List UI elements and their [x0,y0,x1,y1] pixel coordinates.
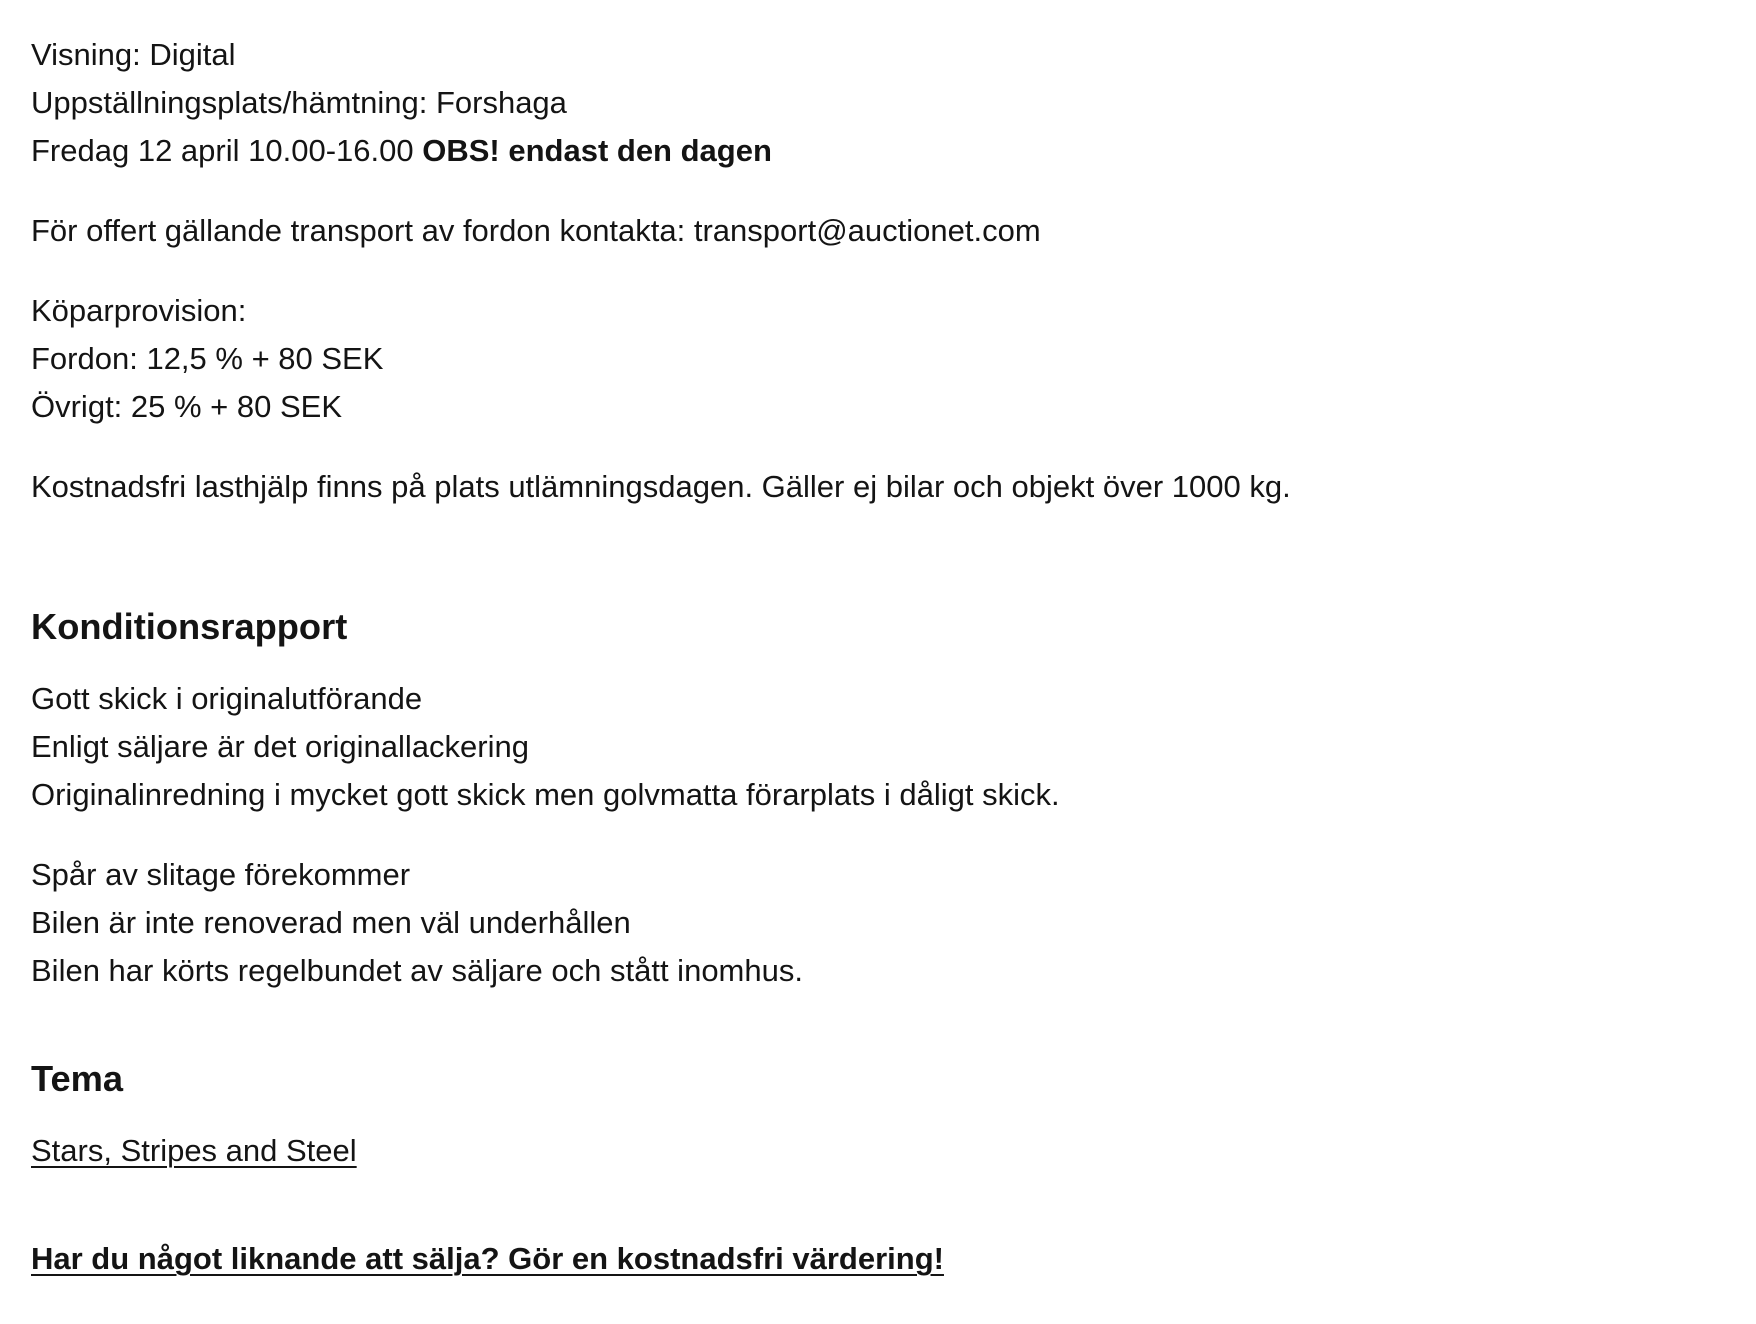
condition-group-1 [31,675,1725,819]
commission-vehicles: Fordon: 12,5 % + 80 SEK [31,341,384,376]
pickup-date-notice: OBS! endast den dagen [422,133,772,168]
pickup-date-text: Fredag 12 april 10.00-16.00 [31,133,414,168]
commission-other: Övrigt: 25 % + 80 SEK [31,389,343,424]
theme-heading: Tema [31,1058,124,1099]
commission-title: Köparprovision: [31,293,247,328]
condition-line: Bilen är inte renoverad men väl underhållen [31,905,631,940]
viewing-text: Visning: Digital [31,37,236,72]
valuation-cta-link[interactable]: Har du något liknande att sälja? Gör en kostnadsfri värdering! [31,1241,944,1276]
condition-heading: Konditionsrapport [31,606,348,647]
theme-link-row [31,1127,1725,1175]
transport-info [31,207,1725,255]
pickup-info [31,31,1725,175]
loading-text: Kostnadsfri lasthjälp finns på plats utlämningsdagen. Gäller ej bilar och objekt över 1000 kg. [31,469,1291,504]
loading-info [31,463,1725,511]
valuation-cta-row [31,1235,1725,1283]
theme-link[interactable]: Stars, Stripes and Steel [31,1133,357,1168]
condition-line: Gott skick i originalutförande [31,681,423,716]
condition-line: Bilen har körts regelbundet av säljare och stått inomhus. [31,953,803,988]
pickup-date-line [31,127,1725,175]
transport-text: För offert gällande transport av fordon kontakta: transport@auctionet.com [31,213,1041,248]
condition-group-2 [31,851,1725,995]
pickup-location-text: Uppställningsplats/hämtning: Forshaga [31,85,567,120]
condition-line: Enligt säljare är det originallackering [31,729,529,764]
condition-line: Spår av slitage förekommer [31,857,411,892]
condition-line: Originalinredning i mycket gott skick men golvmatta förarplats i dåligt skick. [31,777,1060,812]
commission-info [31,287,1725,431]
